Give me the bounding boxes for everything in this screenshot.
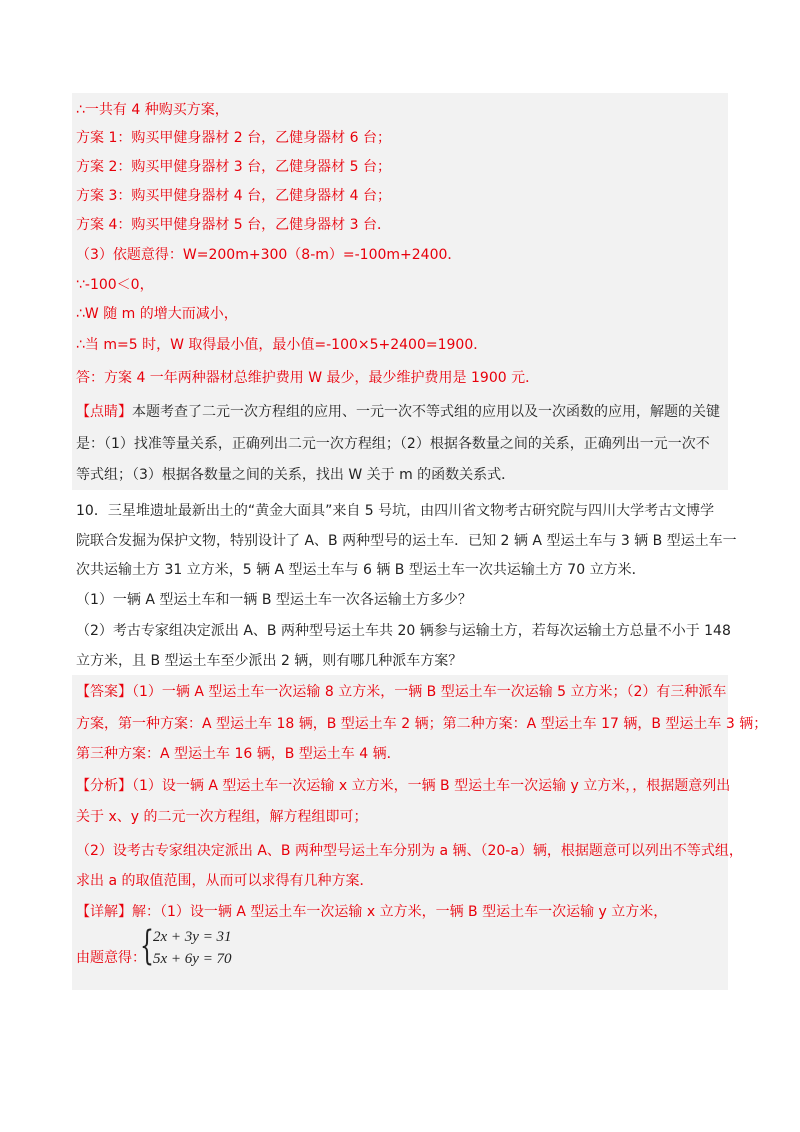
detail-text: 解：（1）设一辆 A 型运土车一次运输 x 立方米，一辆 B 型运土车一次运输 y 立方米， [132, 904, 668, 920]
equation-1: 2x + 3y = 31 [153, 929, 232, 945]
analysis-text: （1）设一辆 A 型运土车一次运输 x 立方米，一辆 B 型运土车一次运输 y 立方米，，根据题意列出 [132, 778, 731, 794]
question-part-2-line-2: 立方米，且 B 型运土车至少派出 2 辆，则有哪几种派车方案？ [76, 653, 463, 669]
analysis-line-2: 关于 x、y 的二元一次方程组，解方程组即可； [76, 809, 368, 825]
answer-line-2: 方案，第一种方案：A 型运土车 18 辆，B 型运土车 2 辆；第二种方案：A 型运土车 17 辆，B 型运土车 3 辆； [76, 716, 768, 732]
answer-line-1 [76, 683, 726, 701]
comment-text: 本题考查了二元一次方程组的应用、一元一次不等式组的应用以及一次函数的应用，解题的关键 [132, 404, 720, 420]
equation-label: 由题意得： [76, 950, 146, 966]
left-brace: { [140, 923, 154, 969]
solution-line: ∴一共有 4 种购买方案， [76, 102, 229, 118]
plan-1-line: 方案 1：购买甲健身器材 2 台，乙健身器材 6 台； [76, 130, 391, 146]
comment-line-1 [76, 403, 726, 421]
equation-2: 5x + 6y = 70 [153, 951, 232, 967]
analysis-line-3: （2）设考古专家组决定派出 A、B 两种型号运土车分别为 a 辆、（20-a）辆，根据题意可以列出不等式组， [76, 843, 743, 859]
answer-line: 答：方案 4 一年两种器材总维护费用 W 最少，最少维护费用是 1900 元． [76, 370, 540, 386]
because-line: ∵-100＜0， [76, 277, 154, 293]
question-line-2: 院联合发掘为保护文物，特别设计了 A、B 两种型号的运土车．已知 2 辆 A 型运土车与 3 辆 B 型运土车一 [76, 533, 737, 549]
comment-line-2: 是：（1）找准等量关系，正确列出二元一次方程组；（2）根据各数量之间的关系，正确列出一元一次不 [76, 436, 710, 452]
analysis-line-4: 求出 a 的取值范围，从而可以求得有几种方案． [76, 873, 374, 889]
function-line: （3）依题意得：W=200m+300（8-m）=-100m+2400． [76, 247, 462, 263]
answer-line-3: 第三种方案：A 型运土车 16 辆，B 型运土车 4 辆． [76, 746, 401, 762]
plan-2-line: 方案 2：购买甲健身器材 3 台，乙健身器材 5 台； [76, 159, 391, 175]
question-line-1: 10．三星堆遗址最新出土的“黄金大面具”来自 5 号坑，由四川省文物考古研究院与四川大学考古文博学 [76, 503, 715, 519]
comment-line-3: 等式组；（3）根据各数量之间的关系，找出 W 关于 m 的函数关系式． [76, 467, 516, 483]
analysis-line-1 [76, 777, 731, 795]
answer-text: （1）一辆 A 型运土车一次运输 8 立方米，一辆 B 型运土车一次运输 5 立方米；（2）有三种派车 [132, 684, 727, 700]
equation-system [140, 925, 260, 971]
analysis-tag: 【分析】 [76, 778, 132, 794]
question-part-2-line-1: （2）考古专家组决定派出 A、B 两种型号运土车共 20 辆参与运输土方，若每次运输土方总量不小于 148 [76, 623, 731, 639]
comment-tag: 【点睛】 [76, 404, 132, 420]
question-line-3: 次共运输土方 31 立方米，5 辆 A 型运土车与 6 辆 B 型运土车一次共运输土方 70 立方米． [76, 562, 646, 578]
plan-4-line: 方案 4：购买甲健身器材 5 台，乙健身器材 3 台． [76, 217, 391, 233]
answer-tag: 【答案】 [76, 684, 132, 700]
detail-tag: 【详解】 [76, 904, 132, 920]
minimum-line: ∴当 m=5 时，W 取得最小值，最小值=-100×5+2400=1900． [76, 337, 488, 353]
detail-line-1 [76, 903, 726, 921]
question-part-1: （1）一辆 A 型运土车和一辆 B 型运土车一次各运输土方多少？ [76, 592, 472, 608]
plan-3-line: 方案 3：购买甲健身器材 4 台，乙健身器材 4 台； [76, 188, 391, 204]
decreasing-line: ∴W 随 m 的增大而减小， [76, 306, 238, 322]
